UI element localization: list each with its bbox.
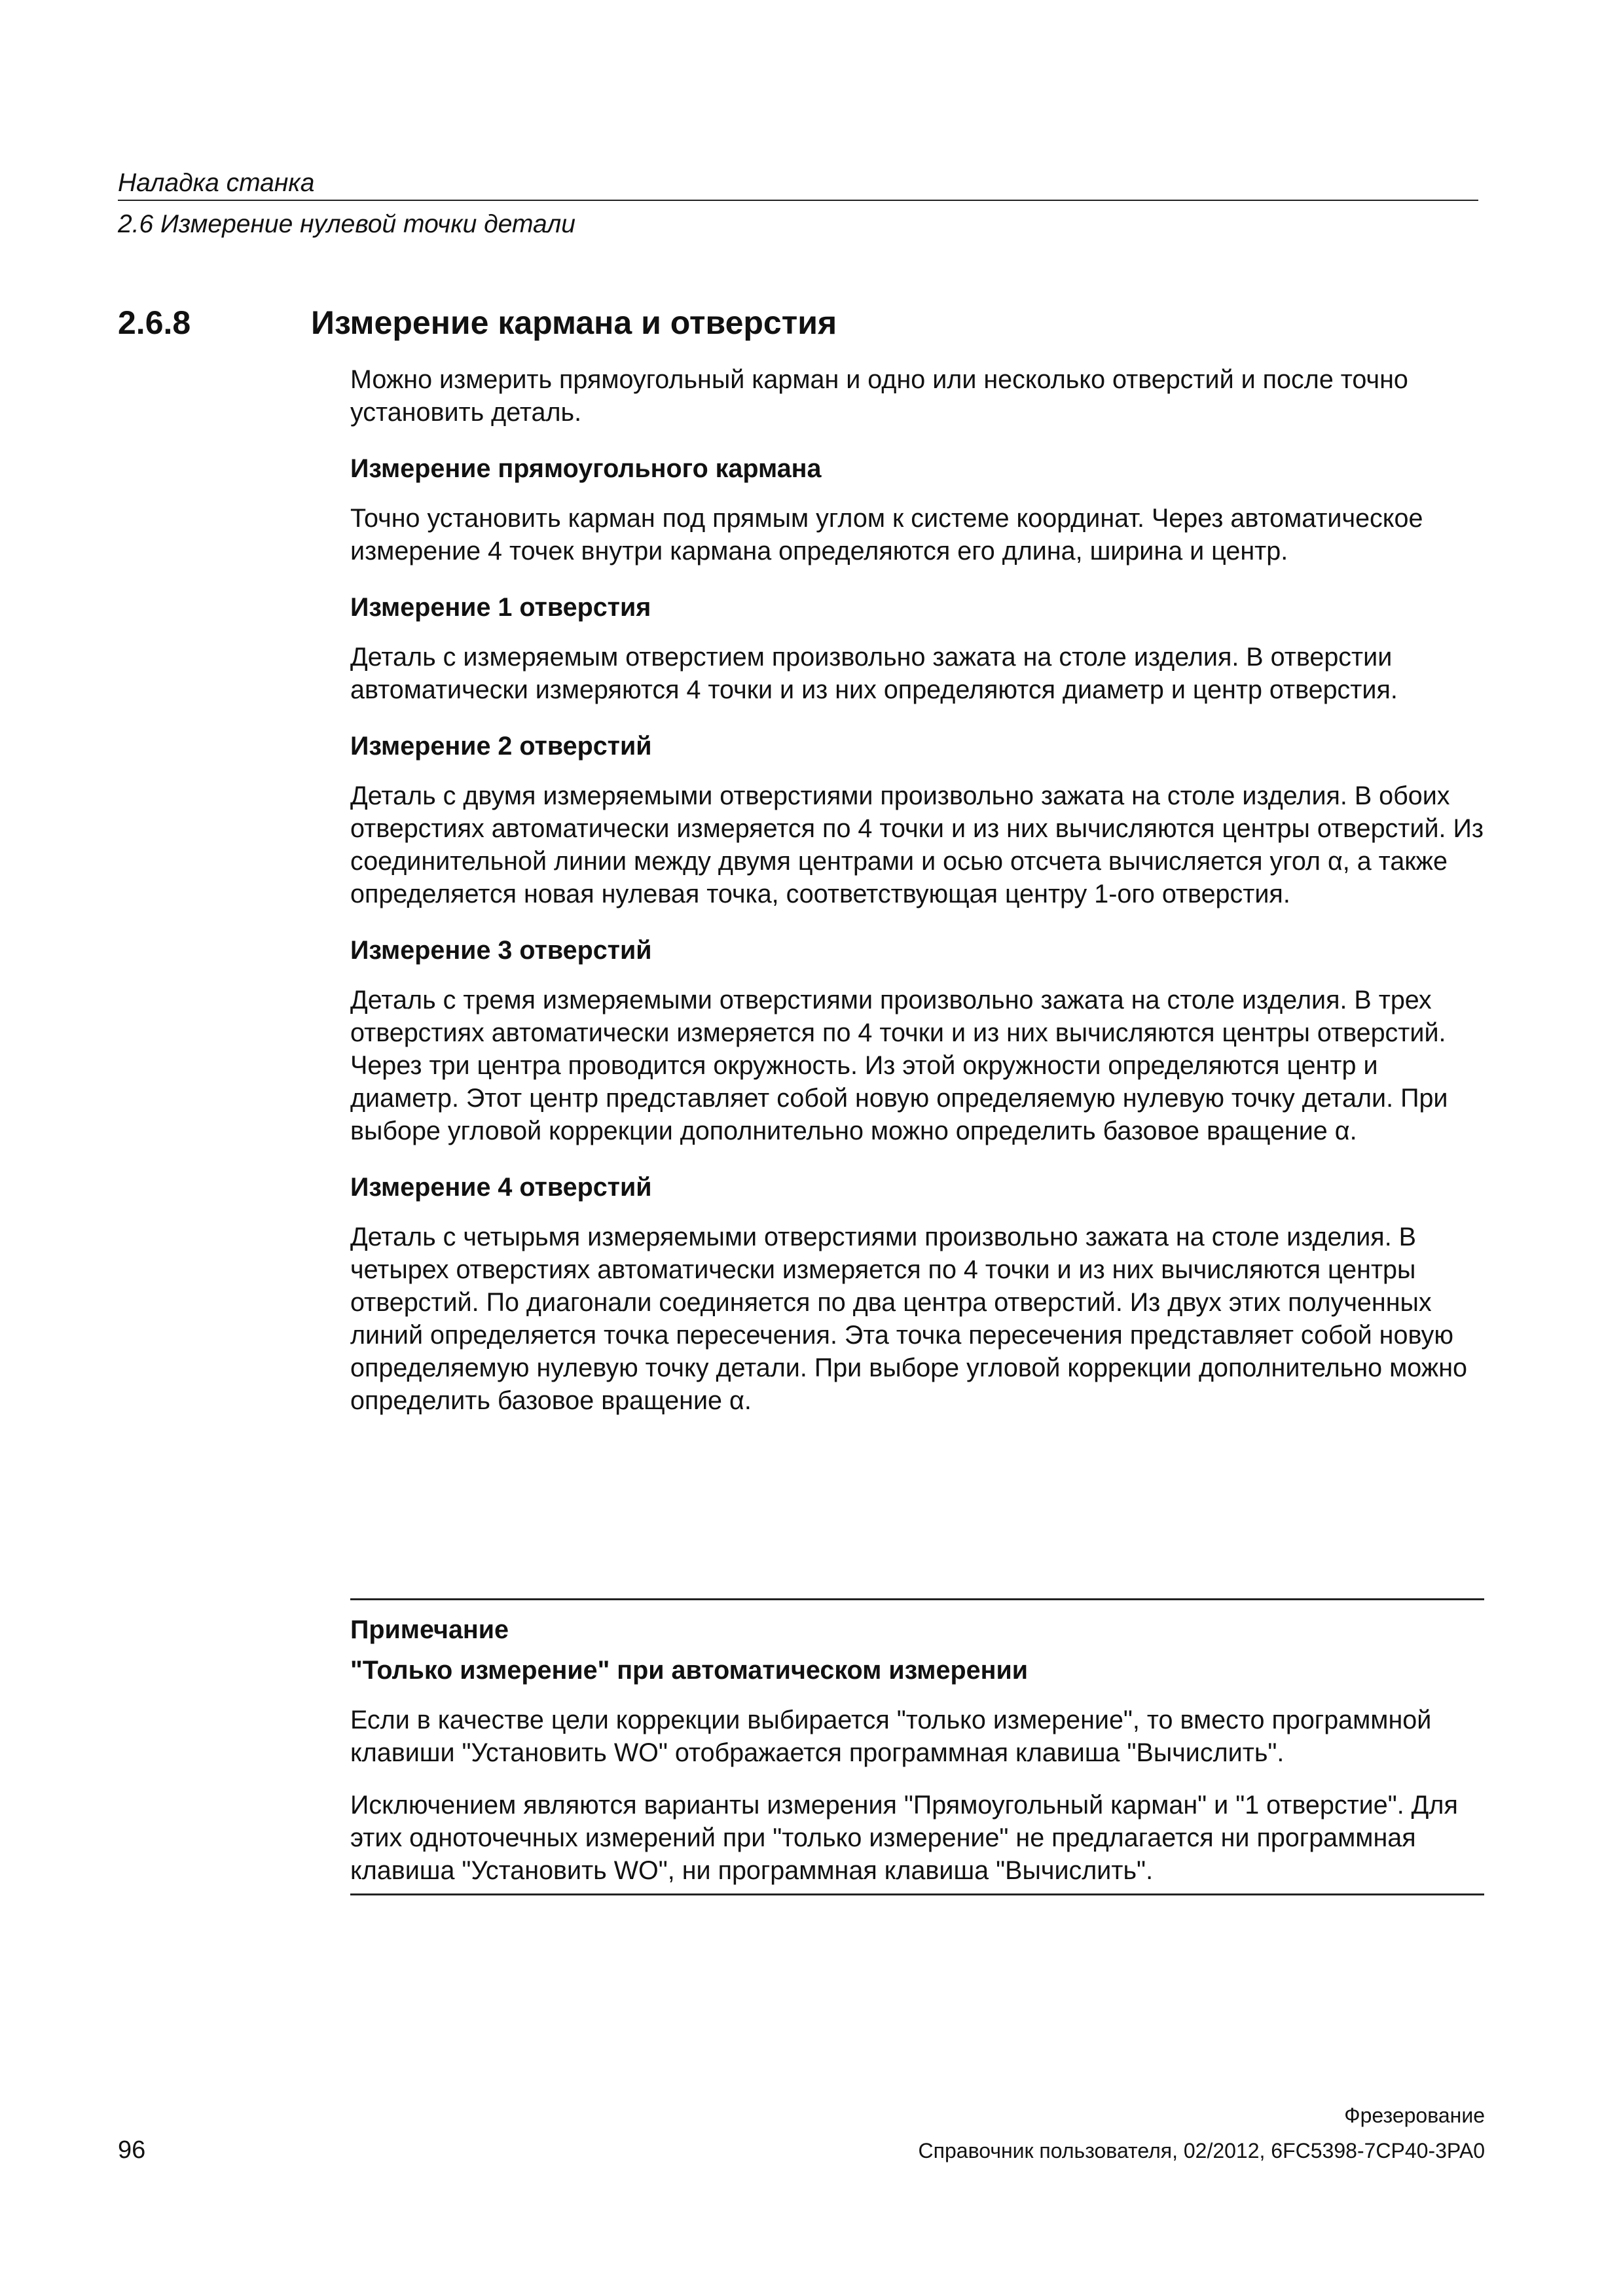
- note-paragraph: Если в качестве цели коррекции выбирается "только измерение", то вместо программной клавиши "Установить WO" отображается программная клавиша "Вычислить".: [350, 1706, 1432, 1767]
- intro-paragraph: Можно измерить прямоугольный карман и одно или несколько отверстий и после точно установить деталь.: [350, 365, 1408, 427]
- footer-reference: Справочник пользователя, 02/2012, 6FC5398-7CP40-3PA0: [918, 2139, 1485, 2162]
- header-divider: [118, 200, 1478, 201]
- running-header-section: 2.6 Измерение нулевой точки детали: [118, 210, 575, 238]
- note-box: [350, 1598, 1486, 1895]
- note-title: "Только измерение" при автоматическом измерении: [350, 1656, 1029, 1685]
- note-label: Примечание: [350, 1615, 509, 1644]
- section-body: [350, 363, 1486, 1417]
- running-header-chapter: Наладка станка: [118, 169, 315, 197]
- subsection-heading: Измерение 4 отверстий: [350, 1173, 652, 1202]
- footer-product: Фрезерование: [1344, 2104, 1485, 2127]
- subsection-text: Деталь с двумя измеряемыми отверстиями произвольно зажата на столе изделия. В обоих отверстиях автоматически измеряется по 4 точки и из них вычисляются центры отверстий. Из соединительной линии между двумя центрами и осью отсчета вычисляется угол α, а также определяется новая нулевая точка, соответствующая центру 1-ого отверстия.: [350, 781, 1484, 908]
- subsection-text: Деталь с четырьмя измеряемыми отверстиями произвольно зажата на столе изделия. В четырех отверстиях автоматически измеряется по 4 точки и из них вычисляются центры отверстий. По диагонали соединяется по два центра отверстий. Из двух этих полученных линий определяется точка пересечения. Эта точка пересечения представляет собой новую определяемую нулевую точку детали. При выборе угловой коррекции дополнительно можно определить базовое вращение α.: [350, 1223, 1468, 1415]
- subsection-heading: Измерение 3 отверстий: [350, 936, 652, 965]
- subsection-heading: Измерение прямоугольного кармана: [350, 454, 822, 483]
- subsection-text: Деталь с измеряемым отверстием произвольно зажата на столе изделия. В отверстии автоматически измеряются 4 точки и из них определяются диаметр и центр отверстия.: [350, 643, 1398, 704]
- section-number: 2.6.8: [118, 304, 191, 341]
- subsection-heading: Измерение 2 отверстий: [350, 732, 652, 761]
- subsection-text: Деталь с тремя измеряемыми отверстиями произвольно зажата на столе изделия. В трех отверстиях автоматически измеряется по 4 точки и из них вычисляются центры отверстий. Через три центра проводится окружность. Из этой окружности определяются центр и диаметр. Этот центр представляет собой новую определяемую нулевую точку детали. При выборе угловой коррекции дополнительно можно определить базовое вращение α.: [350, 986, 1448, 1145]
- note-paragraph: Исключением являются варианты измерения "Прямоугольный карман" и "1 отверстие". Для этих одноточечных измерений при "только измерение" не предлагается ни программная клавиша "Установить WO", ни программная клавиша "Вычислить".: [350, 1791, 1458, 1885]
- note-top-rule: [350, 1598, 1484, 1600]
- note-bottom-rule: [350, 1893, 1484, 1895]
- subsection-heading: Измерение 1 отверстия: [350, 593, 651, 622]
- subsection-text: Точно установить карман под прямым углом к системе координат. Через автоматическое измерение 4 точек внутри кармана определяются его длина, ширина и центр.: [350, 504, 1423, 565]
- section-title: Измерение кармана и отверстия: [311, 304, 837, 341]
- page-number: 96: [118, 2136, 146, 2164]
